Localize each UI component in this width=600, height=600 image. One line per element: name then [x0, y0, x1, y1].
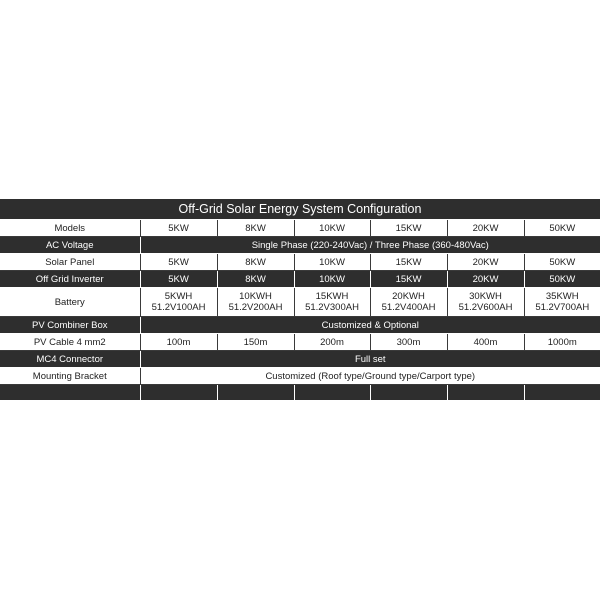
row-label-mc4: MC4 Connector	[0, 351, 140, 368]
row-label-models: Models	[0, 220, 140, 237]
row-label-mounting: Mounting Bracket	[0, 368, 140, 385]
battery-capacity: 20KWH	[392, 291, 425, 302]
battery-spec: 51.2V100AH	[151, 302, 206, 313]
row-label-combiner: PV Combiner Box	[0, 317, 140, 334]
battery-spec: 51.2V200AH	[228, 302, 283, 313]
table-row-solar-panel	[0, 254, 600, 271]
cell-battery-2	[217, 288, 294, 317]
cell-models-5kw: 5KW	[140, 220, 217, 237]
cell-solar-panel-4: 15KW	[370, 254, 447, 271]
cell-battery-5	[447, 288, 524, 317]
battery-spec: 51.2V400AH	[381, 302, 436, 313]
battery-spec: 51.2V600AH	[458, 302, 513, 313]
cell-inverter-1: 5KW	[140, 271, 217, 288]
table-row-models	[0, 220, 600, 237]
table-row-pv-cable	[0, 334, 600, 351]
battery-spec: 51.2V700AH	[535, 302, 590, 313]
cell-pv-cable-1: 100m	[140, 334, 217, 351]
cell-inverter-6: 50KW	[524, 271, 600, 288]
cell-battery-1	[140, 288, 217, 317]
table-row-mc4	[0, 351, 600, 368]
battery-capacity: 30KWH	[469, 291, 502, 302]
table-footer-row	[0, 385, 600, 401]
cell-solar-panel-6: 50KW	[524, 254, 600, 271]
cell-pv-cable-4: 300m	[370, 334, 447, 351]
row-label-inverter: Off Grid Inverter	[0, 271, 140, 288]
cell-pv-cable-6: 1000m	[524, 334, 600, 351]
cell-combiner: Customized & Optional	[140, 317, 600, 334]
cell-inverter-3: 10KW	[294, 271, 370, 288]
cell-pv-cable-3: 200m	[294, 334, 370, 351]
cell-solar-panel-1: 5KW	[140, 254, 217, 271]
cell-battery-4	[370, 288, 447, 317]
battery-capacity: 15KWH	[315, 291, 349, 302]
table-row-ac-voltage	[0, 237, 600, 254]
table-title: Off-Grid Solar Energy System Configuration	[0, 199, 600, 220]
cell-models-8kw: 8KW	[217, 220, 294, 237]
footer-cell	[447, 385, 524, 401]
table-row-battery	[0, 288, 600, 317]
table-row-inverter	[0, 271, 600, 288]
cell-mc4: Full set	[140, 351, 600, 368]
cell-solar-panel-3: 10KW	[294, 254, 370, 271]
cell-solar-panel-2: 8KW	[217, 254, 294, 271]
footer-cell	[217, 385, 294, 401]
battery-capacity: 5KWH	[164, 291, 193, 302]
row-label-pv-cable: PV Cable 4 mm2	[0, 334, 140, 351]
row-label-battery: Battery	[0, 288, 140, 317]
footer-cell	[0, 385, 140, 401]
table-row-combiner	[0, 317, 600, 334]
table-title-row	[0, 199, 600, 220]
row-label-ac-voltage: AC Voltage	[0, 237, 140, 254]
footer-cell	[294, 385, 370, 401]
row-label-solar-panel: Solar Panel	[0, 254, 140, 271]
cell-mounting: Customized (Roof type/Ground type/Carport type)	[140, 368, 600, 385]
battery-capacity: 10KWH	[239, 291, 272, 302]
cell-solar-panel-5: 20KW	[447, 254, 524, 271]
cell-pv-cable-2: 150m	[217, 334, 294, 351]
cell-battery-3	[294, 288, 370, 317]
footer-cell	[370, 385, 447, 401]
cell-models-20kw: 20KW	[447, 220, 524, 237]
cell-pv-cable-5: 400m	[447, 334, 524, 351]
cell-ac-voltage: Single Phase (220-240Vac) / Three Phase (360-480Vac)	[140, 237, 600, 254]
battery-capacity: 35KWH	[545, 291, 579, 302]
config-table	[0, 199, 600, 400]
cell-inverter-4: 15KW	[370, 271, 447, 288]
footer-cell	[140, 385, 217, 401]
table-row-mounting	[0, 368, 600, 385]
footer-cell	[524, 385, 600, 401]
cell-models-15kw: 15KW	[370, 220, 447, 237]
cell-models-10kw: 10KW	[294, 220, 370, 237]
battery-spec: 51.2V300AH	[305, 302, 359, 313]
cell-battery-6	[524, 288, 600, 317]
cell-inverter-5: 20KW	[447, 271, 524, 288]
cell-inverter-2: 8KW	[217, 271, 294, 288]
cell-models-50kw: 50KW	[524, 220, 600, 237]
